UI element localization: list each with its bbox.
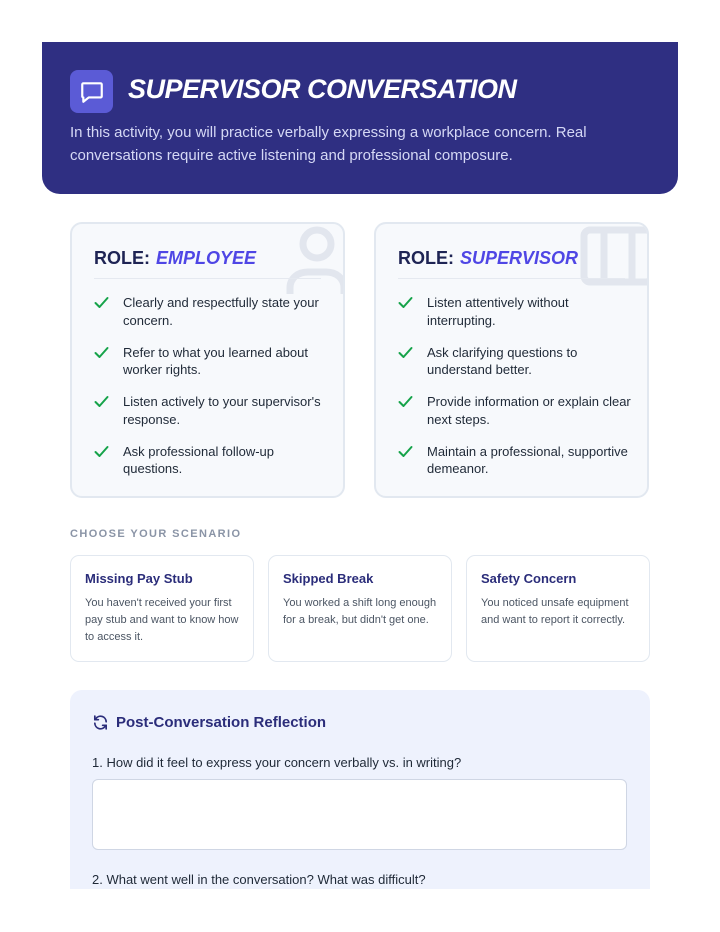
checkmark-icon	[398, 395, 413, 408]
refresh-icon	[92, 714, 109, 731]
list-item	[398, 344, 634, 379]
responsibility-list	[398, 294, 634, 492]
checkmark-icon	[398, 296, 413, 309]
scenario-title: Missing Pay Stub	[85, 571, 193, 586]
person-icon	[284, 224, 345, 294]
role-title	[398, 248, 578, 269]
scenario-card-safety-concern[interactable]	[466, 555, 650, 662]
activity-header	[42, 42, 678, 194]
page-title: SUPERVISOR CONVERSATION	[128, 74, 517, 104]
item-text: Ask professional follow-up questions.	[123, 443, 275, 476]
item-text: Listen actively to your supervisor's response.	[123, 394, 321, 427]
scenario-description: You haven't received your first pay stub and want to know how to access it.	[85, 597, 239, 643]
reflection-title: Post-Conversation Reflection	[116, 714, 327, 731]
list-item	[94, 393, 330, 428]
responsibility-list	[94, 294, 330, 492]
list-item	[398, 443, 634, 478]
checkmark-icon	[398, 445, 413, 458]
item-text: Ask clarifying questions to understand better.	[427, 344, 578, 377]
question-1: 1. How did it feel to express your concern verbally vs. in writing?	[92, 755, 462, 770]
checkmark-icon	[94, 395, 109, 408]
checkmark-icon	[94, 346, 109, 359]
checkmark-icon	[94, 445, 109, 458]
divider	[398, 278, 625, 279]
list-item	[94, 443, 330, 478]
scenario-description: You noticed unsafe equipment and want to report it correctly.	[481, 597, 629, 626]
item-text: Listen attentively without interrupting.	[427, 295, 569, 328]
question-2: 2. What went well in the conversation? What was difficult?	[92, 872, 426, 887]
item-text: Refer to what you learned about worker rights.	[123, 344, 309, 377]
item-text: Provide information or explain clear next steps.	[427, 394, 631, 427]
reflection-header	[92, 714, 326, 731]
divider	[94, 278, 321, 279]
role-prefix: ROLE:	[94, 248, 150, 268]
scenario-title: Safety Concern	[481, 571, 577, 586]
reflection-panel	[70, 690, 650, 889]
list-item	[94, 294, 330, 329]
role-name: EMPLOYEE	[156, 248, 257, 268]
list-item	[398, 294, 634, 329]
section-label: CHOOSE YOUR SCENARIO	[70, 528, 242, 540]
role-prefix: ROLE:	[398, 248, 454, 268]
role-card-employee	[70, 222, 345, 498]
list-item	[398, 393, 634, 428]
scenario-description: You worked a shift long enough for a break, but didn't get one.	[283, 597, 437, 626]
role-title	[94, 248, 256, 269]
chat-bubble-icon	[70, 70, 113, 113]
item-text: Maintain a professional, supportive demeanor.	[427, 443, 628, 476]
scenario-card-skipped-break[interactable]	[268, 555, 452, 662]
scenario-title: Skipped Break	[283, 571, 374, 586]
checkmark-icon	[398, 346, 413, 359]
scenario-card-missing-pay-stub[interactable]	[70, 555, 254, 662]
role-name: SUPERVISOR	[460, 248, 579, 268]
activity-description: In this activity, you will practice verbally expressing a workplace concern. Real conversations require active listening and professional composure.	[70, 124, 587, 164]
checkmark-icon	[94, 296, 109, 309]
role-card-supervisor	[374, 222, 649, 498]
answer-field-1[interactable]	[92, 779, 627, 850]
list-item	[94, 344, 330, 379]
item-text: Clearly and respectfully state your concern.	[123, 295, 319, 328]
